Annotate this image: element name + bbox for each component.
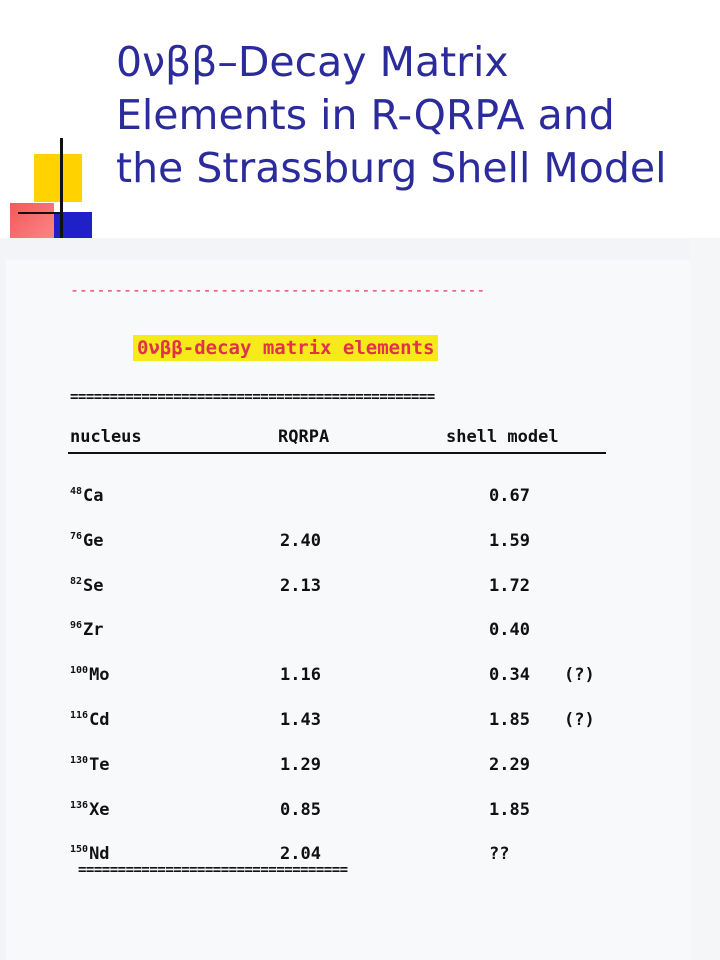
shell-model-value: ?? [489, 844, 510, 865]
header-rule [68, 452, 606, 454]
table-row [0, 665, 720, 695]
decor-vertical-line [60, 138, 63, 243]
element-symbol: Xe [89, 799, 110, 820]
shell-model-value: 1.72 [489, 575, 530, 596]
nucleus-cell [70, 665, 110, 685]
mass-number: 96 [70, 620, 83, 632]
nucleus-cell [70, 486, 104, 506]
element-symbol: Cd [89, 710, 110, 730]
table-row [0, 531, 720, 561]
shell-model-value: 1.85 [489, 710, 530, 730]
element-symbol: Ca [83, 486, 104, 506]
mass-number: 150 [70, 844, 89, 856]
element-symbol: Ge [83, 530, 104, 551]
nucleus-cell [70, 620, 104, 640]
mass-number: 130 [70, 754, 89, 766]
table-row [0, 620, 720, 650]
mass-number: 136 [70, 799, 89, 811]
element-symbol: Te [89, 754, 110, 775]
red-dashed-line: ----------------------------------------------- [70, 281, 486, 299]
table-row [0, 576, 720, 606]
table-row [0, 755, 720, 785]
nucleus-cell [70, 531, 104, 551]
mass-number: 116 [70, 710, 89, 721]
rqrpa-value: 2.13 [280, 575, 321, 596]
column-header-nucleus: nucleus [70, 427, 142, 447]
rqrpa-value: 1.16 [280, 665, 321, 686]
rqrpa-value: 1.43 [280, 710, 321, 730]
shell-model-value: 0.40 [489, 620, 530, 641]
mass-number: 48 [70, 486, 83, 497]
mass-number: 76 [70, 530, 83, 542]
element-symbol: Se [83, 575, 104, 596]
table-row [0, 486, 720, 516]
element-symbol: Zr [83, 620, 104, 641]
decor-yellow-square [34, 154, 82, 202]
mass-number: 82 [70, 575, 83, 587]
nucleus-cell [70, 710, 110, 730]
nucleus-cell [70, 576, 104, 596]
shell-model-value: 1.59 [489, 530, 530, 551]
title-line-1: 0νββ–Decay Matrix [116, 38, 509, 86]
table-row [0, 710, 720, 740]
table-row [0, 800, 720, 830]
shell-model-value: 0.67 [489, 486, 530, 506]
column-header-rqrpa: RQRPA [278, 427, 330, 447]
shell-model-value: 1.85 [489, 799, 530, 820]
nucleus-cell [70, 800, 110, 820]
shell-model-value: 2.29 [489, 754, 530, 775]
equals-separator-top: ============================================== [70, 389, 435, 405]
decor-horizontal-line [18, 212, 62, 214]
equals-separator-bottom: ================================== [78, 862, 348, 878]
rqrpa-value: 0.85 [280, 799, 321, 820]
nucleus-cell [70, 755, 110, 775]
title-line-3: the Strassburg Shell Model [116, 144, 667, 192]
uncertainty-note: (?) [564, 665, 595, 686]
mass-number: 100 [70, 665, 89, 677]
rqrpa-value: 2.04 [280, 844, 321, 865]
rqrpa-value: 1.29 [280, 754, 321, 775]
element-symbol: Mo [89, 665, 110, 686]
element-symbol: Nd [89, 844, 110, 865]
title-line-2: Elements in R-QRPA and [116, 91, 615, 139]
uncertainty-note: (?) [564, 710, 595, 730]
column-header-shell-model: shell model [446, 427, 559, 447]
slide-title [116, 36, 706, 195]
document-heading: 0νββ-decay matrix elements [133, 335, 438, 361]
rqrpa-value: 2.40 [280, 530, 321, 551]
shell-model-value: 0.34 [489, 665, 530, 686]
